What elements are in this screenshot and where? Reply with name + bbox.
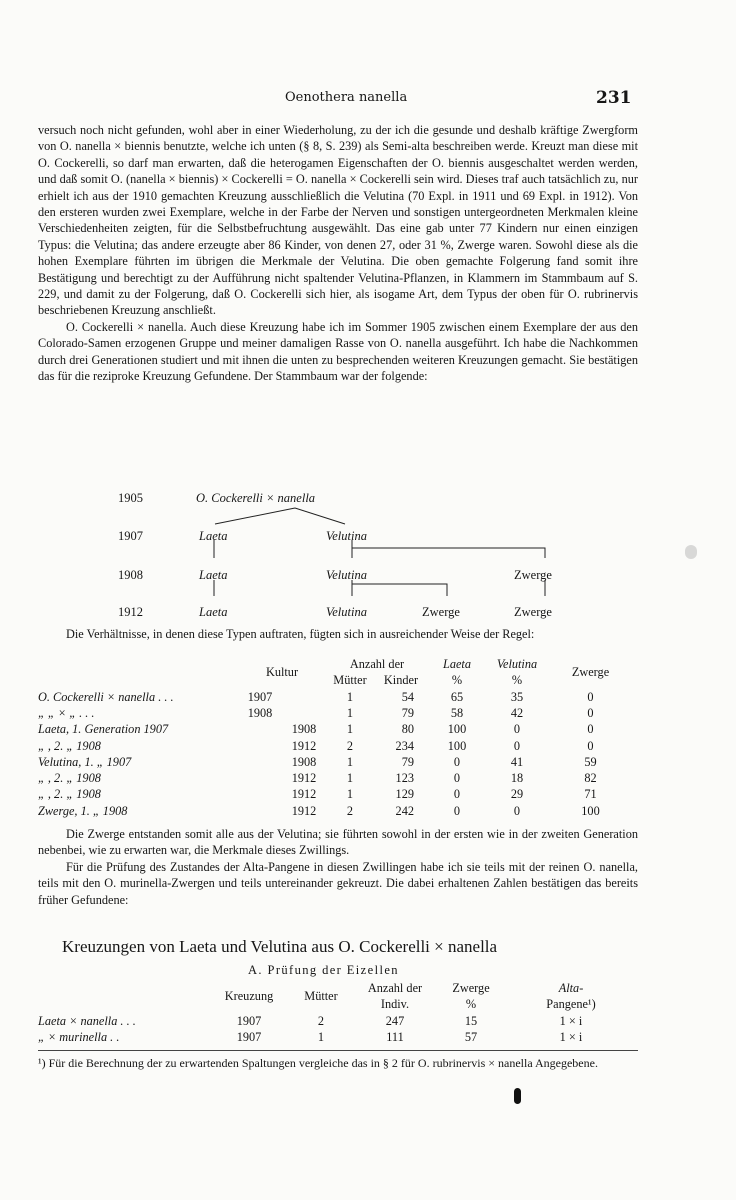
ratio-table-row bbox=[38, 787, 633, 803]
row-velutina: 42 bbox=[510, 705, 524, 720]
row-laeta: 65 bbox=[450, 689, 464, 704]
row-label: Velutina, 1. „ 1907 bbox=[38, 754, 132, 769]
row-label: Zwerge, 1. „ 1908 bbox=[38, 803, 128, 818]
row-kinder: 79 bbox=[401, 705, 414, 720]
row-pangene: 1 × i bbox=[559, 1013, 583, 1028]
row-kultur-2: 1912 bbox=[291, 771, 317, 786]
col-muetter-2: Mütter bbox=[304, 989, 338, 1003]
row-laeta: 0 bbox=[453, 787, 461, 802]
tree-velutina-1908: Velutina bbox=[326, 568, 367, 582]
row-kultur-1 bbox=[238, 803, 282, 819]
row-label: O. Cockerelli × nanella . . . bbox=[38, 689, 174, 704]
tree-year-1905: 1905 bbox=[118, 491, 143, 505]
row-muetter: 1 bbox=[346, 754, 354, 769]
row-muetter: 2 bbox=[346, 738, 354, 753]
row-kultur-1 bbox=[238, 722, 282, 738]
row-kultur-1 bbox=[238, 787, 282, 803]
paragraph-3: Die Verhältnisse, in denen diese Typen auftraten, fügten sich in ausreichender Weise der Regel: bbox=[66, 627, 535, 641]
col-velutina: Velutina bbox=[496, 656, 538, 671]
row-muetter: 1 bbox=[346, 722, 354, 737]
row-muetter: 1 bbox=[317, 1030, 325, 1045]
row-kultur-2: 1912 bbox=[291, 787, 317, 802]
row-kinder: 129 bbox=[395, 787, 414, 802]
egg-table-wrap bbox=[38, 980, 638, 1046]
row-kultur-2: 1908 bbox=[291, 754, 317, 769]
paragraph-4: Die Zwerge entstanden somit alle aus der Velutina; sie führten sowohl in der ersten wie in der zweiten Generation nebenbei, wie zu erwarten war, die Merkmale dieses Zwillings. bbox=[38, 827, 638, 858]
row-muetter: 1 bbox=[346, 771, 354, 786]
row-laeta: 100 bbox=[447, 738, 467, 753]
col-anzahl-2: Anzahl der bbox=[367, 980, 423, 995]
row-laeta: 0 bbox=[453, 754, 461, 769]
row-muetter: 2 bbox=[317, 1013, 325, 1028]
col-kinder: Kinder bbox=[383, 673, 419, 687]
col-pangene: Pangene¹) bbox=[546, 997, 596, 1011]
row-label: „ „ × „ . . . bbox=[38, 705, 95, 720]
row-zwerge: 0 bbox=[587, 738, 594, 753]
ratio-table-row bbox=[38, 803, 633, 819]
pedigree-tree bbox=[0, 488, 736, 628]
paper-stain bbox=[685, 545, 697, 559]
col-muetter: Mütter bbox=[333, 673, 367, 687]
ratio-table-row bbox=[38, 754, 633, 770]
tree-year-1912: 1912 bbox=[118, 605, 143, 619]
row-muetter: 2 bbox=[346, 803, 354, 818]
running-title: Oenothera nanella bbox=[285, 90, 408, 105]
row-label: „ × murinella . . bbox=[38, 1030, 120, 1045]
row-velutina: 0 bbox=[513, 738, 521, 753]
pedigree-lines bbox=[0, 488, 736, 628]
col-alta: Alta- bbox=[558, 980, 584, 995]
row-muetter: 1 bbox=[346, 787, 354, 802]
row-velutina: 18 bbox=[510, 771, 524, 786]
body-text-lower bbox=[38, 826, 638, 908]
row-velutina: 0 bbox=[513, 722, 521, 737]
row-year: 1907 bbox=[236, 1030, 262, 1045]
row-velutina: 29 bbox=[510, 787, 524, 802]
tree-year-1907: 1907 bbox=[118, 529, 143, 543]
row-kultur-2 bbox=[282, 705, 326, 721]
tree-zwerge-1912-b: Zwerge bbox=[514, 605, 552, 619]
row-zwerge: 82 bbox=[584, 771, 597, 786]
row-kultur-2: 1908 bbox=[291, 722, 317, 737]
row-kinder: 80 bbox=[401, 722, 414, 737]
row-year: 1907 bbox=[236, 1013, 262, 1028]
row-kultur-1: 1908 bbox=[247, 705, 273, 720]
row-label: „ , 2. „ 1908 bbox=[38, 771, 101, 786]
row-velutina: 0 bbox=[513, 803, 521, 818]
col-velutina-pct: % bbox=[511, 673, 523, 687]
egg-table-body bbox=[38, 1013, 638, 1046]
row-laeta: 0 bbox=[453, 771, 461, 786]
row-muetter: 1 bbox=[346, 689, 354, 704]
row-kultur-1: 1907 bbox=[247, 689, 273, 704]
row-kultur-2: 1912 bbox=[291, 738, 317, 753]
row-zwerge: 0 bbox=[587, 689, 594, 704]
ratio-table-row bbox=[38, 770, 633, 786]
tree-laeta-1907: Laeta bbox=[199, 529, 228, 543]
col-zwerge: Zwerge bbox=[571, 665, 610, 679]
row-kultur-1 bbox=[238, 738, 282, 754]
tree-year-1908: 1908 bbox=[118, 568, 143, 582]
row-kinder: 234 bbox=[395, 738, 414, 753]
row-kultur-2: 1912 bbox=[291, 803, 317, 818]
tree-laeta-1912: Laeta bbox=[199, 605, 228, 619]
tree-zwerge-1908: Zwerge bbox=[514, 568, 552, 582]
col-zwerge-2: Zwerge bbox=[452, 980, 490, 995]
row-muetter: 1 bbox=[346, 705, 354, 720]
row-kultur-2 bbox=[282, 689, 326, 705]
ratio-table bbox=[38, 656, 633, 819]
tree-cross-1905: O. Cockerelli × nanella bbox=[196, 491, 316, 505]
egg-table-row bbox=[38, 1013, 638, 1030]
tree-zwerge-1912-a: Zwerge bbox=[422, 605, 460, 619]
row-zwerge: 59 bbox=[584, 754, 597, 769]
ratio-table-row bbox=[38, 689, 633, 705]
egg-table bbox=[38, 980, 638, 1046]
col-kreuzung: Kreuzung bbox=[224, 989, 274, 1003]
row-label: „ , 2. „ 1908 bbox=[38, 787, 101, 802]
row-zwerge: 15 bbox=[464, 1013, 478, 1028]
page-number: 231 bbox=[596, 88, 632, 108]
footnote-rule bbox=[38, 1050, 638, 1051]
ratio-table-row bbox=[38, 738, 633, 754]
row-indiv: 111 bbox=[386, 1030, 404, 1045]
row-kinder: 79 bbox=[401, 754, 414, 769]
ink-spot bbox=[514, 1088, 521, 1104]
row-kultur-1 bbox=[238, 754, 282, 770]
row-label: Laeta, 1. Generation 1907 bbox=[38, 722, 169, 737]
row-zwerge: 0 bbox=[587, 705, 594, 720]
row-zwerge: 0 bbox=[587, 722, 594, 737]
page-header bbox=[0, 88, 736, 112]
row-kinder: 242 bbox=[395, 803, 414, 818]
section-title: Kreuzungen von Laeta und Velutina aus O. Cockerelli × nanella bbox=[62, 937, 498, 956]
row-kinder: 123 bbox=[395, 771, 414, 786]
tree-velutina-1912: Velutina bbox=[326, 605, 367, 619]
col-anzahl: Anzahl der bbox=[349, 656, 405, 671]
footnote: ¹) Für die Berechnung der zu erwartenden Spaltungen vergleiche das in § 2 für O. rubrinervis × nanella Angegebene. bbox=[38, 1056, 598, 1070]
ratio-table-row bbox=[38, 722, 633, 738]
tree-laeta-1908: Laeta bbox=[199, 568, 228, 582]
row-label: Laeta × nanella . . . bbox=[38, 1013, 136, 1028]
col-laeta: Laeta bbox=[442, 656, 471, 671]
col-indiv: Indiv. bbox=[380, 997, 410, 1011]
row-laeta: 0 bbox=[453, 803, 461, 818]
body-text-top bbox=[38, 122, 638, 385]
paragraph-5: Für die Prüfung des Zustandes der Alta-Pangene in diesen Zwillingen habe ich sie teils mit der reinen O. nanella, teils mit den O. murinella-Zwergen und teils untereinander gekreuzt. Die dabei erhaltenen Zahlen bestätigen das bereits früher Gefundene: bbox=[38, 859, 638, 907]
col-zwerge-pct: % bbox=[465, 997, 477, 1011]
tree-velutina-1907: Velutina bbox=[326, 529, 367, 543]
ratio-table-row bbox=[38, 705, 633, 721]
row-indiv: 247 bbox=[385, 1013, 405, 1028]
row-kultur-1 bbox=[238, 770, 282, 786]
col-kultur: Kultur bbox=[265, 665, 299, 679]
ratio-table-body bbox=[38, 689, 633, 819]
subsection-title: A. Prüfung der Eizellen bbox=[248, 963, 399, 977]
row-laeta: 58 bbox=[450, 705, 464, 720]
body-text-mid bbox=[38, 626, 638, 642]
row-kinder: 54 bbox=[401, 689, 414, 704]
ratio-table-wrap bbox=[38, 656, 638, 819]
row-pangene: 1 × i bbox=[559, 1030, 583, 1045]
paragraph-2: O. Cockerelli × nanella. Auch diese Kreuzung habe ich im Sommer 1905 zwischen einem Exemplare der aus den Colorado-Samen erzogenen Gruppe und meiner damaligen Rasse von O. nanella ausgeführt. Ich habe die Nachkommen durch drei Generationen studiert und mit ihnen die unten zu besprechenden weiteren Kreuzungen gemacht. Sie bestätigen das für die reziproke Kreuzung Gefundene. Der Stammbaum war der folgende: bbox=[38, 319, 638, 384]
row-velutina: 35 bbox=[510, 689, 524, 704]
col-laeta-pct: % bbox=[451, 673, 463, 687]
row-zwerge: 100 bbox=[581, 803, 600, 818]
paragraph-1: versuch noch nicht gefunden, wohl aber in einer Wiederholung, zu der ich die gesunde und deshalb kräftige Zwergform von O. nanella × biennis benutzte, welche ich unten (§ 8, S. 239) als Semi-alta beschreiben werde. Kreuzt man diese mit O. Cockerelli, so darf man erwarten, daß die heterogamen Eigenschaften der O. biennis ausgeschaltet werden werden, und daß somit O. (nanella × biennis) × Cockerelli = O. nanella × Cockerelli sein wird. Dieses traf auch tatsächlich zu, nur erhielt ich aus der 1910 gemachten Kreuzung ausschließlich die Velutina (70 Expl. in 1911 und 69 Expl. in 1912). Von den ersteren wurden zwei Exemplare, welche in der Farbe der Nerven und sonstigen untergeordneten Merkmalen kleine Verschiedenheiten zeigten, für die Selbstbefruchtung ausgewählt. Das eine gab unter 77 Kindern nur einen einzigen Typus: die Velutina; das andere erzeugte aber 86 Kinder, von denen 27, oder 31 %, Zwerge waren. Sowohl diese als die hohen Exemplare führten im übrigen die Merkmale der Velutina. Die oben gemachte Folgerung fand somit ihre Bestätigung und berechtigt zu der Aufführung nicht spaltender Velutina-Pflanzen, in Klammern im Stammbaum auf S. 229, und damit zu der Folgerung, daß O. Cockerelli sich hier, als isogame Art, dem Typus der oben für O. rubrinervis beschriebenen Kreuzung anschließt. bbox=[38, 123, 638, 318]
row-velutina: 41 bbox=[510, 754, 524, 769]
row-laeta: 100 bbox=[447, 722, 467, 737]
row-label: „ , 2. „ 1908 bbox=[38, 738, 101, 753]
row-zwerge: 57 bbox=[464, 1030, 478, 1045]
row-zwerge: 71 bbox=[584, 787, 597, 802]
egg-table-row bbox=[38, 1030, 638, 1047]
